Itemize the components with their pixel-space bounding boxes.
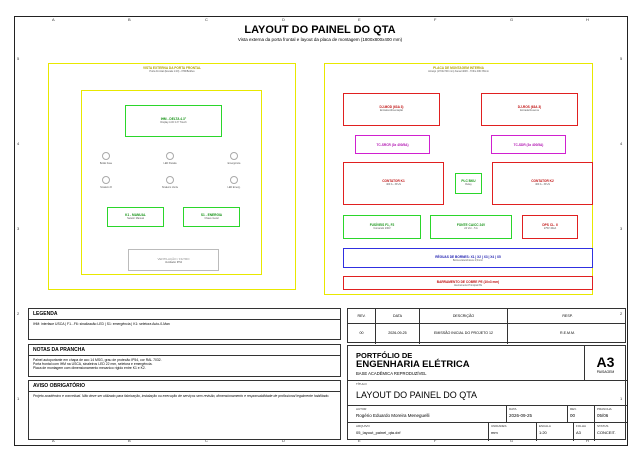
sheet-format: A3 [596,354,615,370]
tb-units-caption: UNIDADES [491,424,507,428]
disclaimer-text: Projeto acadêmico e conceitual. Não deve ser utilizado para fabricação, instalação ou execução de serviços sem revisão, dimensionamento e responsabilidade de profissional legalmente habilitado. [33,394,330,398]
pilot-light-icon [102,152,110,160]
legend-text: IHM: interface USCA | F1...F6: sinalizacão LED | S1: emergência | K1: seletora Auto-0-Man [33,322,170,326]
pilot-light-label: Sinaleiro Verde [161,186,179,189]
ruler-row-left: 5 [17,56,20,61]
page-subtitle: Vista externa da porta frontal e layout da placa de montagem (1800x800x400 mm) [237,37,403,42]
pilot-light-icon [230,152,238,160]
disclaimer-title: AVISO OBRIGATÓRIO [29,381,340,392]
selector-k1: K1 - MANUAL Seletor Manual [107,207,164,227]
ruler-col-top: B [128,17,131,22]
tb-line1: PORTFÓLIO DE [356,351,413,360]
tb-sheet: 05/06 [597,413,609,418]
ruler-row-left: 1 [17,396,20,401]
breaker-dj-main: DJ-MOD (63A 3) Entrada Alimentação [343,93,440,126]
sheet-orientation: PAISAGEM [596,370,615,374]
breaker-dj-reserve: DJ-ROS (63A 3) Entrada Reserva [481,93,578,126]
revision-cell: 00 [348,323,376,344]
tb-line3: BASE ACADÊMICA REPRODUZÍVEL [356,371,427,376]
door-header: VISTA EXTERNA DA PORTA FRONTAL Porta Frontal (Escala 1:20) - IHM/Botões [143,66,201,73]
contactor-k1: CONTATOR K1 400 A - 3P+N [343,162,444,205]
tb-units: mm [491,430,498,435]
notes-line: Placa de montagem com dimensionamento mecanico rígido entre K1 e K2. [33,366,146,371]
notes-section [28,344,341,377]
tb-date: 2026-09-25 [509,413,533,418]
legend-section [28,308,341,340]
ruler-row-right: 4 [620,141,623,146]
tb-author-caption: AUTOR [356,407,367,411]
current-transformer-a: TC-SRCR (3x 400/5A) [355,135,430,154]
plc-relay: PLC BKU Relay [455,173,482,194]
hmi-display: IHM - DELTA 4.3" Display LCD 4.3" Touch [125,105,222,137]
revision-header: RESP. [562,314,573,318]
pilot-light-icon [166,152,174,160]
ruler-row-right: 3 [620,226,623,231]
pilot-light-label: Sinaleiro R [100,186,112,189]
ruler-row-left: 4 [17,141,20,146]
fuses-f1-f2: FUSÍVEIS F1, F2 Comando 230V [343,215,421,239]
notes-line: Porta frontal com IHM na USCA, sinaleiros LED 22 mm, seletora e emergência. [33,362,153,367]
ruler-col-top: C [205,17,208,22]
terminal-blocks: RÉGUAS DE BORNES: X1 | X2 | X3 | X4 | X5 Bornes Eletrônicos 2,5mm² [343,248,593,268]
power-supply-24v: FONTE CA/CC 24V 24 Vcc - 5 A [430,215,512,239]
tb-status-caption: STATUS [597,424,609,428]
title-block [347,345,626,440]
tb-title-caption: TÍTULO [356,382,367,386]
ruler-col-bottom: D [282,438,285,443]
ruler-col-bottom: B [128,438,131,443]
ruler-col-top: E [358,17,361,22]
tb-folha-caption: FOLHA [576,424,587,428]
ruler-col-top: D [282,17,285,22]
notes-title: NOTAS DA PRANCHA [29,345,340,356]
ruler-col-top: A [52,17,55,22]
tb-file: 05_layout_painel_qta.dxf [356,430,401,435]
revision-cell: 2026-09-25 [376,323,420,344]
tb-rev: 00 [570,413,576,418]
notes-line: Painel autoportante em chapa de aco 14 MSG, grau de protecão IP54, cor RAL 7032. [33,358,162,362]
revision-header: DATA [376,309,420,323]
tb-title: LAYOUT DO PAINEL DO QTA [356,390,478,400]
tb-rev-caption: REV. [570,407,577,411]
plate-header: PLACA DE MONTAGEM INTERNA Arranjo (1700x700 mm) Kanal 400V - Trilho DIN 35mm [428,66,489,73]
ruler-row-right: 5 [620,56,623,61]
ruler-row-right: 1 [620,396,623,401]
copper-ground-bar: BARRAMENTO DE COBRE PE (10x3 mm) Aterramento Principal PE [343,276,593,290]
tb-sheet-caption: PRANCHA [597,407,612,411]
revision-header: DESCRIÇÃO [420,309,508,323]
tb-file-caption: ARQUIVO [356,424,370,428]
pilot-light-icon [102,176,110,184]
tb-scale: 1:20 [539,430,547,435]
tb-author: Rogério Eduardo Moreira Meneguelli [356,413,430,418]
pilot-light-label: Emergência [227,162,241,165]
ruler-col-top: H [586,17,589,22]
tb-folha: A3 [576,430,581,435]
ruler-col-top: F [434,17,437,22]
ruler-col-bottom: H [586,438,589,443]
revision-cell: R.E.M.M. [560,331,575,335]
pilot-light-icon [230,176,238,184]
ruler-row-right: 2 [620,311,623,316]
tb-date-caption: DATA [509,407,517,411]
page-title: LAYOUT DO PAINEL DO QTA [244,24,396,36]
ruler-col-top: G [510,17,514,22]
ruler-col-bottom: G [510,438,514,443]
contactor-k2: CONTATOR K2 400 A - 3P+N [492,162,593,205]
surge-protector-dps: DPS CL. II 275V 40kA [522,215,578,239]
disclaimer-section [28,380,341,440]
revision-cell: EMISSÃO INICIAL DO PROJETO 12 [420,323,508,344]
notes-text [29,356,340,373]
current-transformer-b: TC-SDR (3x 400/5A) [491,135,566,154]
ventilation-filter: VENTILAÇÃO / FILTRO Ventilador IP54 [128,249,219,271]
tb-line2: ENGENHARIA ELÉTRICA [356,359,470,370]
legend-title: LEGENDA [29,309,340,320]
tb-scale-caption: ESCALA [539,424,551,428]
pilot-light-label: LED Emerg. [227,186,241,189]
ruler-col-bottom: E [358,438,361,443]
pilot-light-label: Botão Fase [99,162,113,165]
tb-status: CONCEIT. [597,430,616,435]
ruler-col-bottom: F [434,438,437,443]
revision-table [347,308,626,343]
ruler-row-left: 2 [17,311,20,316]
pilot-light-icon [166,176,174,184]
ruler-col-bottom: C [205,438,208,443]
ruler-col-bottom: A [52,438,55,443]
main-switch-s1: S1 - ENERGIA Chave Geral [183,207,240,227]
ruler-row-left: 3 [17,226,20,231]
revision-header: REV. [348,309,376,323]
pilot-light-label: LED Parada [163,162,177,165]
